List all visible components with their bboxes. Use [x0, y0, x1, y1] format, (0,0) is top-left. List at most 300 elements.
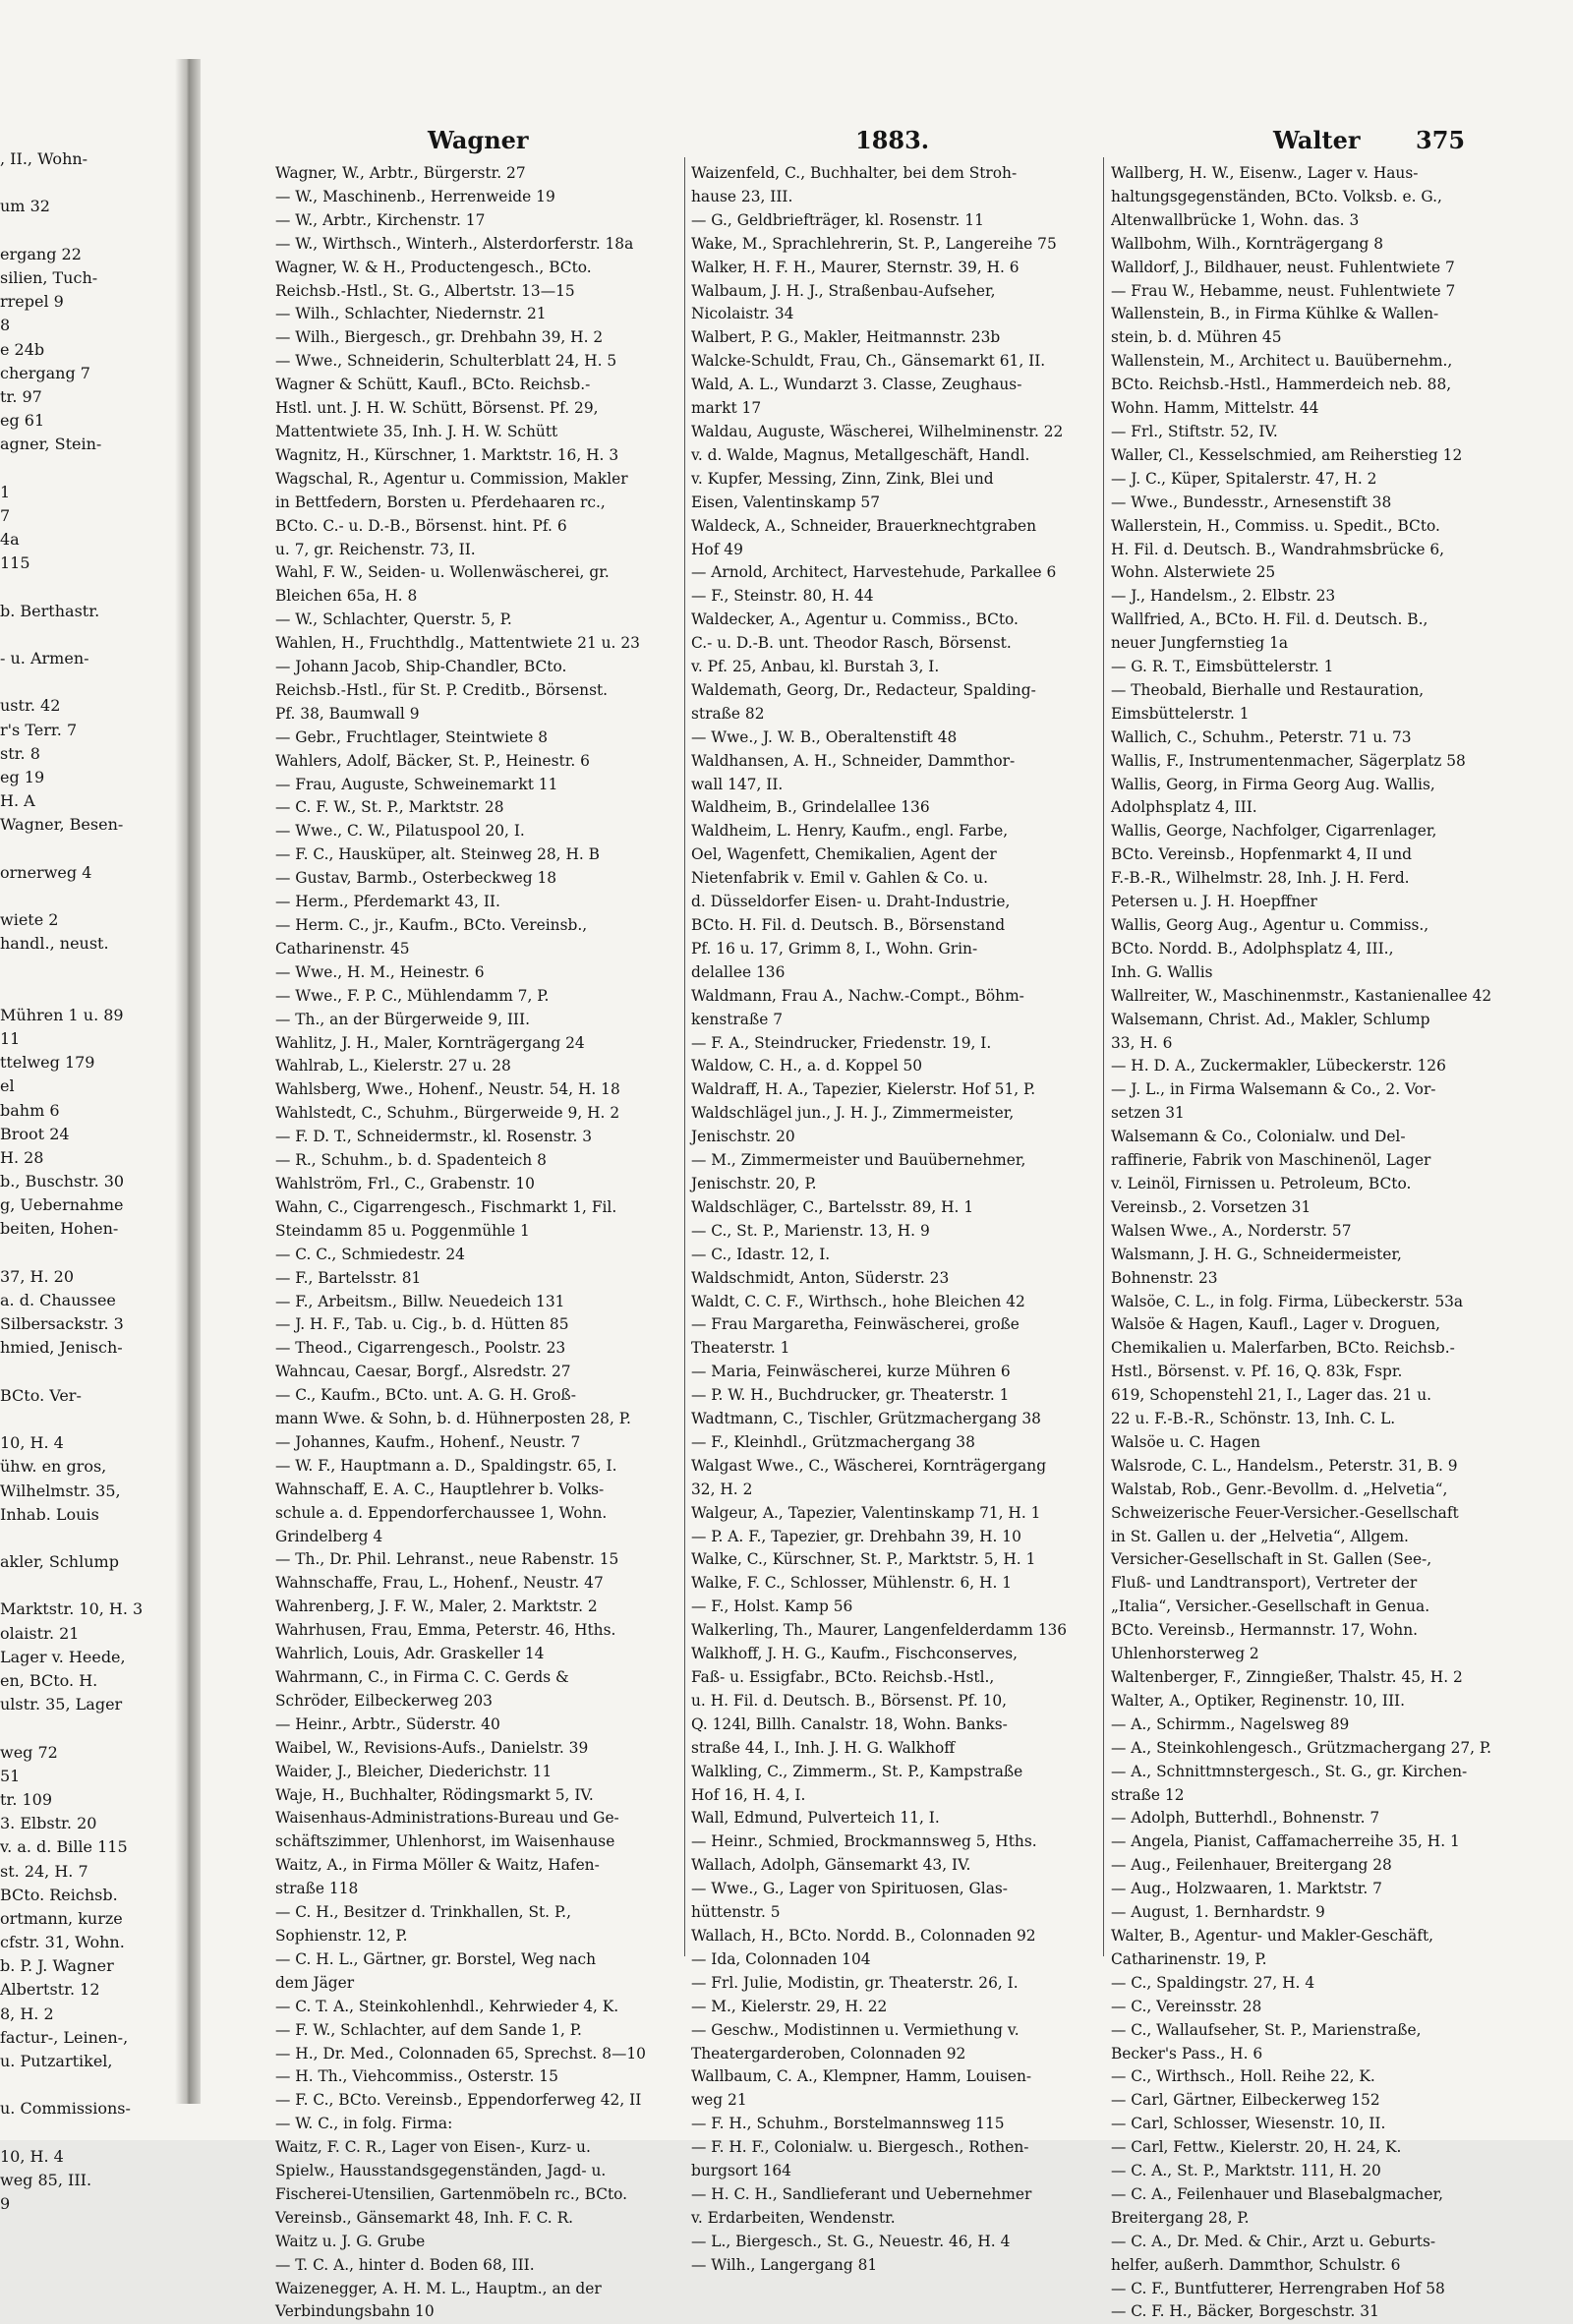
left-page-line: silien, Tuch- [0, 267, 98, 287]
directory-line: — C., Wirthsch., Holl. Reihe 22, K. [1111, 2067, 1375, 2086]
directory-line: raffinerie, Fabrik von Maschinenöl, Lager [1111, 1151, 1431, 1170]
directory-line: Walldorf, J., Bildhauer, neust. Fuhlentwiete 7 [1111, 258, 1455, 276]
directory-line: — P. A. F., Tapezier, gr. Drehbahn 39, H. 10 [691, 1527, 1021, 1545]
directory-line: Waldow, C. H., a. d. Koppel 50 [691, 1057, 923, 1075]
directory-line: Theatergarderoben, Colonnaden 92 [691, 2044, 966, 2063]
left-page-line: 8 [0, 316, 11, 335]
left-page-line: ortmann, kurze [0, 1908, 123, 1928]
directory-line: — J., Handelsm., 2. Elbstr. 23 [1111, 587, 1336, 606]
directory-line: Hof 16, H. 4, I. [691, 1785, 806, 1804]
directory-line: Wahrhusen, Frau, Emma, Peterstr. 46, Hths. [275, 1621, 616, 1640]
directory-line: — J. L., in Firma Walsemann & Co., 2. Vor- [1111, 1080, 1436, 1099]
directory-line: Wallich, C., Schuhm., Peterstr. 71 u. 73 [1111, 727, 1412, 746]
left-page-line: handl., neust. [0, 934, 109, 954]
directory-line: — Geschw., Modistinnen u. Vermiethung v. [691, 2020, 1020, 2039]
directory-line: Waldraff, H. A., Tapezier, Kielerstr. Hof 51, P. [691, 1080, 1036, 1099]
directory-line: BCto. Vereinsb., Hermannstr. 17, Wohn. [1111, 1621, 1419, 1640]
directory-line: — M., Kielerstr. 29, H. 22 [691, 1997, 888, 2015]
directory-line: — A., Schnittmnstergesch., St. G., gr. Kirchen- [1111, 1762, 1468, 1780]
left-page-fragment [0, 147, 175, 2214]
left-page-line: eg 19 [0, 767, 45, 786]
directory-line: — F. W., Schlachter, auf dem Sande 1, P. [275, 2020, 582, 2039]
left-page-line: ttelweg 179 [0, 1053, 95, 1073]
left-page-line [0, 623, 175, 647]
left-page-line: 7 [0, 505, 11, 525]
left-page-line: cfstr. 31, Wohn. [0, 1933, 125, 1952]
directory-line: — T. C. A., hinter d. Boden 68, III. [275, 2255, 535, 2274]
directory-line: F.-B.-R., Wilhelmstr. 28, Inh. J. H. Ferd. [1111, 869, 1410, 888]
directory-line: — C. A., Feilenhauer und Blasebalgmacher, [1111, 2184, 1444, 2203]
directory-line: Q. 124l, Billh. Canalstr. 18, Wohn. Banks- [691, 1714, 1008, 1733]
directory-line: — F. D. T., Schneidermstr., kl. Rosenstr. 3 [275, 1128, 593, 1146]
directory-line: Wahlitz, J. H., Maler, Kornträgergang 24 [275, 1033, 585, 1052]
directory-line: — H. C. H., Sandlieferant und Uebernehmer [691, 2184, 1032, 2203]
directory-line: Mattentwiete 35, Inh. J. H. W. Schütt [275, 422, 558, 440]
directory-line: Petersen u. J. H. Hoepffner [1111, 893, 1317, 911]
directory-column-3 [1111, 162, 1512, 2321]
directory-line: BCto. Reichsb.-Hstl., Hammerdeich neb. 88, [1111, 376, 1452, 394]
left-page-line: BCto. Reichsb. [0, 1885, 118, 1904]
directory-line: Schweizerische Feuer-Versicher.-Gesellschaft [1111, 1503, 1459, 1522]
directory-line: — Maria, Feinwäscherei, kurze Mühren 6 [691, 1363, 1011, 1381]
directory-line: Wahrlich, Louis, Adr. Graskeller 14 [275, 1645, 545, 1663]
left-page-line: 4a [0, 530, 20, 549]
directory-line: straße 118 [275, 1880, 359, 1898]
directory-line: Fischerei-Utensilien, Gartenmöbeln rc., BCto. [275, 2184, 628, 2203]
directory-line: C.- u. D.-B. unt. Theodor Rasch, Börsenst. [691, 634, 1012, 653]
directory-line: d. Düsseldorfer Eisen- u. Draht-Industrie, [691, 893, 1011, 911]
left-page-line: en, BCto. H. [0, 1671, 98, 1690]
directory-line: — F. C., Hausküper, alt. Steinweg 28, H. B [275, 845, 600, 864]
directory-line: Bleichen 65a, H. 8 [275, 587, 418, 606]
directory-line: — Wwe., Bundesstr., Arnesenstift 38 [1111, 493, 1392, 511]
directory-line: — H. Th., Viehcommiss., Osterstr. 15 [275, 2067, 558, 2086]
directory-line: 32, H. 2 [691, 1480, 753, 1498]
directory-line: — F., Kleinhdl., Grützmachergang 38 [691, 1432, 975, 1451]
left-page-line: factur-, Leinen-, [0, 2027, 129, 2047]
directory-line: u. 7, gr. Reichenstr. 73, II. [275, 540, 476, 558]
directory-line: Walgeur, A., Tapezier, Valentinskamp 71, H. 1 [691, 1503, 1041, 1522]
directory-line: — Herm. C., jr., Kaufm., BCto. Vereinsb., [275, 916, 588, 934]
directory-line: v. Leinöl, Firnissen u. Petroleum, BCto. [1111, 1174, 1412, 1192]
running-head-left: Wagner [428, 126, 529, 154]
directory-line: — Frl. Julie, Modistin, gr. Theaterstr. 26, I. [691, 1973, 1019, 1992]
directory-line: Vereinsb., Gänsemarkt 48, Inh. F. C. R. [275, 2208, 574, 2227]
directory-line: Schröder, Eilbeckerweg 203 [275, 1691, 493, 1710]
directory-line: Waje, H., Buchhalter, Rödingsmarkt 5, IV. [275, 1785, 594, 1804]
left-page-line [0, 885, 175, 908]
directory-line: helfer, außerh. Dammthor, Schulstr. 6 [1111, 2255, 1401, 2274]
directory-line: — Aug., Holzwaaren, 1. Marktstr. 7 [1111, 1880, 1382, 1898]
left-page-line: 115 [0, 553, 30, 573]
directory-line: Wall, Edmund, Pulverteich 11, I. [691, 1809, 940, 1828]
left-page-line: b., Buschstr. 30 [0, 1172, 125, 1191]
directory-line: Wallach, H., BCto. Nordd. B., Colonnaden 92 [691, 1926, 1036, 1945]
directory-line: Waldheim, B., Grindelallee 136 [691, 798, 930, 817]
directory-line: Waldschmidt, Anton, Süderstr. 23 [691, 1268, 950, 1287]
directory-line: — J. H. F., Tab. u. Cig., b. d. Hütten 85 [275, 1315, 569, 1334]
directory-line: Wake, M., Sprachlehrerin, St. P., Langereihe 75 [691, 234, 1057, 253]
directory-line: Eimsbüttelerstr. 1 [1111, 704, 1250, 723]
directory-line: — C. H. L., Gärtner, gr. Borstel, Weg nach [275, 1949, 597, 1968]
directory-line: v. d. Walde, Magnus, Metallgeschäft, Handl. [691, 445, 1030, 464]
directory-line: Faß- u. Essigfabr., BCto. Reichsb.-Hstl., [691, 1668, 995, 1686]
directory-line: — F., Steinstr. 80, H. 44 [691, 587, 874, 606]
directory-line: straße 12 [1111, 1785, 1185, 1804]
column-rule-1 [684, 157, 685, 1956]
left-page-line: Lager v. Heede, [0, 1647, 126, 1666]
directory-line: — Wwe., J. W. B., Oberaltenstift 48 [691, 727, 958, 746]
left-page-line [0, 980, 175, 1004]
directory-line: setzen 31 [1111, 1104, 1185, 1123]
left-page-line [0, 956, 175, 979]
directory-column-1 [275, 162, 676, 2321]
directory-line: — Adolph, Butterhdl., Bohnenstr. 7 [1111, 1809, 1380, 1828]
directory-line: Wahncau, Caesar, Borgf., Alsredstr. 27 [275, 1363, 571, 1381]
left-page-line: beiten, Hohen- [0, 1219, 119, 1239]
left-page-line: 8, H. 2 [0, 2004, 54, 2023]
directory-line: Wahl, F. W., Seiden- u. Wollenwäscherei, gr. [275, 563, 610, 582]
directory-line: — H. D. A., Zuckermakler, Lübeckerstr. 126 [1111, 1057, 1446, 1075]
left-page-line [0, 837, 175, 860]
directory-line: BCto. H. Fil. d. Deutsch. B., Börsenstand [691, 916, 1006, 934]
left-page-line: hmied, Jenisch- [0, 1338, 123, 1358]
directory-line: Walcke-Schuldt, Frau, Ch., Gänsemarkt 61, II. [691, 352, 1046, 371]
left-page-line [0, 575, 175, 599]
directory-line: — Frl., Stiftstr. 52, IV. [1111, 422, 1278, 440]
directory-line: — Theobald, Bierhalle und Restauration, [1111, 680, 1425, 699]
left-page-line: H. A [0, 791, 35, 811]
directory-line: Eisen, Valentinskamp 57 [691, 493, 881, 511]
directory-line: Jenischstr. 20, P. [691, 1174, 817, 1192]
directory-line: — W., Arbtr., Kirchenstr. 17 [275, 210, 486, 229]
left-page-line: st. 24, H. 7 [0, 1861, 88, 1881]
directory-line: Wahrenberg, J. F. W., Maler, 2. Marktstr. 2 [275, 1598, 598, 1616]
directory-line: — F., Holst. Kamp 56 [691, 1598, 853, 1616]
directory-line: delallee 136 [691, 962, 786, 981]
left-page-line: 11 [0, 1028, 21, 1048]
left-page-line: 37, H. 20 [0, 1266, 75, 1286]
directory-line: Inh. G. Wallis [1111, 962, 1213, 981]
directory-line: Vereinsb., 2. Vorsetzen 31 [1111, 1197, 1311, 1216]
directory-line: Walsöe & Hagen, Kaufl., Lager v. Droguen, [1111, 1315, 1441, 1334]
directory-line: Walsen Wwe., A., Norderstr. 57 [1111, 1221, 1352, 1240]
directory-line: — Carl, Gärtner, Eilbeckerweg 152 [1111, 2091, 1380, 2110]
directory-line: Waldecker, A., Agentur u. Commiss., BCto. [691, 610, 1019, 629]
left-page-line: a. d. Chaussee [0, 1291, 116, 1309]
directory-line: Waldmann, Frau A., Nachw.-Compt., Böhm- [691, 986, 1024, 1005]
left-page-line: Albertstr. 12 [0, 1980, 100, 2000]
directory-line: kenstraße 7 [691, 1010, 784, 1028]
directory-line: Waizenfeld, C., Buchhalter, bei dem Stroh- [691, 164, 1018, 182]
directory-line: Becker's Pass., H. 6 [1111, 2044, 1263, 2063]
directory-line: Wohn. Hamm, Mittelstr. 44 [1111, 399, 1319, 418]
left-page-line: agner, Stein- [0, 435, 102, 454]
directory-line: — C., Spaldingstr. 27, H. 4 [1111, 1973, 1315, 1992]
directory-line: Wahlstedt, C., Schuhm., Bürgerweide 9, H. 2 [275, 1104, 620, 1123]
directory-line: Waldau, Auguste, Wäscherei, Wilhelminenstr. 22 [691, 422, 1064, 440]
directory-line: — Wilh., Schlachter, Niedernstr. 21 [275, 305, 547, 323]
left-page-line [0, 1242, 175, 1265]
directory-line: Theaterstr. 1 [691, 1339, 790, 1358]
directory-line: — Wwe., G., Lager von Spirituosen, Glas- [691, 1880, 1009, 1898]
left-page-line [0, 2121, 175, 2145]
directory-line: Wallberg, H. W., Eisenw., Lager v. Haus- [1111, 164, 1419, 182]
directory-line: — Heinr., Arbtr., Süderstr. 40 [275, 1714, 500, 1733]
directory-line: Waitz, A., in Firma Möller & Waitz, Hafen- [275, 1856, 600, 1875]
left-page-line: Broot 24 [0, 1124, 70, 1143]
left-page-line [0, 1527, 175, 1550]
directory-line: Waldt, C. C. F., Wirthsch., hohe Bleichen 42 [691, 1292, 1025, 1310]
left-page-line: Marktstr. 10, H. 3 [0, 1599, 144, 1619]
directory-line: weg 21 [691, 2091, 747, 2110]
directory-line: Wahlsberg, Wwe., Hohenf., Neustr. 54, H. 18 [275, 1080, 620, 1099]
directory-line: Waldemath, Georg, Dr., Redacteur, Spalding- [691, 680, 1036, 699]
directory-line: Walker, H. F. H., Maurer, Sternstr. 39, H. 6 [691, 258, 1020, 276]
directory-line: — Th., an der Bürgerweide 9, III. [275, 1010, 530, 1028]
directory-line: Waldschlägel jun., J. H. J., Zimmermeister, [691, 1104, 1015, 1123]
directory-line: Wadtmann, C., Tischler, Grützmachergang 38 [691, 1410, 1041, 1428]
directory-line: Wahlström, Frl., C., Grabenstr. 10 [275, 1174, 535, 1192]
left-page-line: um 32 [0, 197, 50, 216]
directory-line: — Johann Jacob, Ship-Chandler, BCto. [275, 658, 567, 676]
left-page-line: bahm 6 [0, 1100, 60, 1120]
directory-line: v. Erdarbeiten, Wendenstr. [691, 2208, 896, 2227]
left-page-line [0, 1716, 175, 1740]
directory-line: — R., Schuhm., b. d. Spadenteich 8 [275, 1151, 547, 1170]
left-page-line: ornerweg 4 [0, 862, 92, 882]
directory-line: — Theod., Cigarrengesch., Poolstr. 23 [275, 1339, 566, 1358]
directory-line: Wallreiter, W., Maschinenmstr., Kastanienallee 42 [1111, 986, 1492, 1005]
directory-line: — Carl, Fettw., Kielerstr. 20, H. 24, K. [1111, 2138, 1402, 2157]
directory-line: — W. C., in folg. Firma: [275, 2115, 453, 2133]
directory-line: Wagnitz, H., Kürschner, 1. Marktstr. 16, H. 3 [275, 445, 619, 464]
directory-line: — L., Biergesch., St. G., Neuestr. 46, H. 4 [691, 2232, 1011, 2250]
directory-line: — C., Wallaufseher, St. P., Marienstraße, [1111, 2020, 1422, 2039]
directory-line: — W., Schlachter, Querstr. 5, P. [275, 610, 512, 629]
directory-line: — Wilh., Langergang 81 [691, 2255, 878, 2274]
directory-line: Wagschal, R., Agentur u. Commission, Makler [275, 469, 628, 488]
directory-line: schule a. d. Eppendorferchaussee 1, Wohn. [275, 1503, 608, 1522]
directory-line: — A., Schirmm., Nagelsweg 89 [1111, 1714, 1350, 1733]
directory-line: Wallis, Georg, in Firma Georg Aug. Wallis, [1111, 775, 1435, 793]
directory-line: — Gebr., Fruchtlager, Steintwiete 8 [275, 727, 549, 746]
directory-line: Wallenstein, M., Architect u. Bauübernehm., [1111, 352, 1453, 371]
directory-line: Walter, B., Agentur- und Makler-Geschäft, [1111, 1926, 1434, 1945]
left-page-line: u. Putzartikel, [0, 2052, 113, 2070]
directory-line: Wagner, W. & H., Productengesch., BCto. [275, 258, 592, 276]
directory-line: Hof 49 [691, 540, 743, 558]
left-page-line: rrepel 9 [0, 292, 64, 312]
left-page-line [0, 1574, 175, 1598]
left-page-line: 3. Elbstr. 20 [0, 1814, 97, 1833]
directory-line: — F. H., Schuhm., Borstelmannsweg 115 [691, 2115, 1005, 2133]
left-page-line: e 24b [0, 339, 45, 359]
left-page-line: weg 85, III. [0, 2170, 92, 2189]
directory-line: Wallbaum, C. A., Klempner, Hamm, Louisen- [691, 2067, 1032, 2086]
directory-line: Waisenhaus-Administrations-Bureau und Ge- [275, 1809, 619, 1828]
left-page-line: , II., Wohn- [0, 149, 88, 168]
directory-line: burgsort 164 [691, 2162, 791, 2180]
directory-line: — Th., Dr. Phil. Lehranst., neue Rabenstr. 15 [275, 1550, 619, 1569]
directory-line: Walkerling, Th., Maurer, Langenfelderdamm 136 [691, 1621, 1068, 1640]
directory-line: — C. A., St. P., Marktstr. 111, H. 20 [1111, 2162, 1381, 2180]
directory-line: Waldeck, A., Schneider, Brauerknechtgraben [691, 516, 1037, 535]
left-page-line [0, 1408, 175, 1431]
directory-line: — W., Wirthsch., Winterh., Alsterdorferstr. 18a [275, 234, 634, 253]
directory-line: — Wwe., Schneiderin, Schulterblatt 24, H. 5 [275, 352, 617, 371]
directory-line: Walsöe, C. L., in folg. Firma, Lübeckerstr. 53a [1111, 1292, 1464, 1310]
left-page-line: Wilhelmstr. 35, [0, 1481, 121, 1500]
directory-line: — J. C., Küper, Spitalerstr. 47, H. 2 [1111, 469, 1377, 488]
directory-line: Hstl. unt. J. H. W. Schütt, Börsenst. Pf. 29, [275, 399, 599, 418]
directory-line: 619, Schopenstehl 21, I., Lager das. 21 u. [1111, 1386, 1432, 1405]
left-page-line: 51 [0, 1766, 21, 1785]
left-page-line: ühw. en gros, [0, 1457, 107, 1477]
directory-line: Wallis, F., Instrumentenmacher, Sägerplatz 58 [1111, 751, 1466, 770]
directory-line: v. Kupfer, Messing, Zinn, Zink, Blei und [691, 469, 994, 488]
directory-line: Catharinenstr. 19, P. [1111, 1949, 1267, 1968]
directory-line: Pf. 38, Baumwall 9 [275, 704, 420, 723]
directory-line: — August, 1. Bernhardstr. 9 [1111, 1903, 1325, 1922]
directory-line: Waldhansen, A. H., Schneider, Dammthor- [691, 751, 1016, 770]
directory-line: straße 82 [691, 704, 765, 723]
directory-line: Wahlrab, L., Kielerstr. 27 u. 28 [275, 1057, 511, 1075]
directory-line: — A., Steinkohlengesch., Grützmachergang 27, P. [1111, 1738, 1492, 1757]
directory-line: Walgast Wwe., C., Wäscherei, Kornträgergang [691, 1456, 1047, 1475]
directory-line: Wallis, Georg Aug., Agentur u. Commiss., [1111, 916, 1429, 934]
directory-line: — Johannes, Kaufm., Hohenf., Neustr. 7 [275, 1432, 581, 1451]
left-page-line: wiete 2 [0, 910, 59, 929]
left-page-line: v. a. d. Bille 115 [0, 1837, 128, 1857]
directory-line: neuer Jungfernstieg 1a [1111, 634, 1289, 653]
directory-line: Waitz, F. C. R., Lager von Eisen-, Kurz- u. [275, 2138, 591, 2157]
left-page-line: ustr. 42 [0, 696, 61, 716]
column-rule-2 [1103, 157, 1104, 1956]
directory-line: — C. A., Dr. Med. & Chir., Arzt u. Geburts- [1111, 2232, 1436, 2250]
directory-line: — Ida, Colonnaden 104 [691, 1949, 871, 1968]
directory-line: — Wilh., Biergesch., gr. Drehbahn 39, H. 2 [275, 328, 604, 347]
directory-line: — P. W. H., Buchdrucker, gr. Theaterstr. 1 [691, 1386, 1010, 1405]
directory-line: Wohn. Alsterwiete 25 [1111, 563, 1276, 582]
left-page-line: Silbersackstr. 3 [0, 1314, 124, 1334]
directory-line: Pf. 16 u. 17, Grimm 8, I., Wohn. Grin- [691, 939, 978, 958]
directory-line: — W. F., Hauptmann a. D., Spaldingstr. 65, I. [275, 1456, 617, 1475]
directory-line: Jenischstr. 20 [691, 1128, 795, 1146]
left-page-line: eg 61 [0, 411, 45, 431]
directory-line: 33, H. 6 [1111, 1033, 1173, 1052]
left-page-line: g, Uebernahme [0, 1195, 124, 1215]
directory-line: Oel, Wagenfett, Chemikalien, Agent der [691, 845, 997, 864]
directory-line: Breitergang 28, P. [1111, 2208, 1250, 2227]
left-page-line: BCto. Ver- [0, 1385, 82, 1405]
directory-line: Wahlen, H., Fruchthdlg., Mattentwiete 21 u. 23 [275, 634, 640, 653]
directory-line: Chemikalien u. Malerfarben, BCto. Reichsb.- [1111, 1339, 1455, 1358]
left-page-line: str. 8 [0, 743, 40, 763]
directory-line: markt 17 [691, 399, 762, 418]
directory-line: BCto. C.- u. D.-B., Börsenst. hint. Pf. 6 [275, 516, 567, 535]
left-page-line: Mühren 1 u. 89 [0, 1005, 124, 1024]
directory-line: Wallerstein, H., Commiss. u. Spedit., BCto. [1111, 516, 1440, 535]
directory-line: u. H. Fil. d. Deutsch. B., Börsenst. Pf. 10, [691, 1691, 1008, 1710]
directory-line: — C. F., Buntfutterer, Herrengraben Hof 58 [1111, 2279, 1445, 2297]
directory-line: — C. C., Schmiedestr. 24 [275, 1245, 465, 1263]
directory-line: BCto. Nordd. B., Adolphsplatz 4, III., [1111, 939, 1394, 958]
directory-line: Walsemann & Co., Colonialw. und Del- [1111, 1128, 1406, 1146]
directory-line: Walsemann, Christ. Ad., Makler, Schlump [1111, 1010, 1430, 1028]
left-page-line [0, 456, 175, 480]
directory-line: hause 23, III. [691, 187, 793, 205]
directory-line: — Angela, Pianist, Caffamacherreihe 35, H. 1 [1111, 1832, 1460, 1851]
directory-line: Wahlers, Adolf, Bäcker, St. P., Heinestr. 6 [275, 751, 590, 770]
directory-line: — Carl, Schlosser, Wiesenstr. 10, II. [1111, 2115, 1386, 2133]
directory-line: in St. Gallen u. der „Helvetia“, Allgem. [1111, 1527, 1409, 1545]
directory-line: — C., St. P., Marienstr. 13, H. 9 [691, 1221, 930, 1240]
directory-line: Versicher-Gesellschaft in St. Gallen (See-, [1111, 1550, 1432, 1569]
directory-line: Adolphsplatz 4, III. [1111, 798, 1257, 817]
directory-line: Steindamm 85 u. Poggenmühle 1 [275, 1221, 530, 1240]
directory-line: Wagner, W., Arbtr., Bürgerstr. 27 [275, 164, 526, 182]
directory-line: Wahnschaff, E. A. C., Hauptlehrer b. Volks- [275, 1480, 605, 1498]
directory-line: — Arnold, Architect, Harvestehude, Parkallee 6 [691, 563, 1057, 582]
directory-line: — C. F. W., St. P., Marktstr. 28 [275, 798, 504, 817]
directory-line: Waibel, W., Revisions-Aufs., Danielstr. 39 [275, 1738, 589, 1757]
directory-line: Wallenstein, B., in Firma Kühlke & Wallen- [1111, 305, 1439, 323]
directory-line: haltungsgegenständen, BCto. Volksb. e. G., [1111, 187, 1442, 205]
directory-line: Reichsb.-Hstl., St. G., Albertstr. 13—15 [275, 281, 575, 300]
directory-line: Wagner & Schütt, Kaufl., BCto. Reichsb.- [275, 376, 591, 394]
directory-line: — C., Vereinsstr. 28 [1111, 1997, 1262, 2015]
running-head-year: 1883. [855, 126, 930, 154]
directory-line: Spielw., Hausstandsgegenständen, Jagd- u. [275, 2162, 607, 2180]
directory-line: — Gustav, Barmb., Osterbeckweg 18 [275, 869, 557, 888]
directory-line: Bohnenstr. 23 [1111, 1268, 1218, 1287]
directory-line: Reichsb.-Hstl., für St. P. Creditb., Börsenst. [275, 680, 609, 699]
directory-line: stein, b. d. Mühren 45 [1111, 328, 1282, 347]
directory-line: wall 147, II. [691, 775, 784, 793]
directory-line: BCto. Vereinsb., Hopfenmarkt 4, II und [1111, 845, 1412, 864]
directory-line: Waller, Cl., Kesselschmied, am Reiherstieg 12 [1111, 445, 1463, 464]
directory-line: — Frau W., Hebamme, neust. Fuhlentwiete 7 [1111, 281, 1456, 300]
left-page-line: olaistr. 21 [0, 1623, 80, 1643]
directory-line: Wahn, C., Cigarrengesch., Fischmarkt 1, Fil. [275, 1197, 617, 1216]
directory-line: Wallfried, A., BCto. H. Fil. d. Deutsch. B., [1111, 610, 1428, 629]
directory-line: straße 44, I., Inh. J. H. G. Walkhoff [691, 1738, 956, 1757]
directory-line: — Wwe., F. P. C., Mühlendamm 7, P. [275, 986, 550, 1005]
left-page-line: tr. 109 [0, 1789, 53, 1809]
directory-line: Walsmann, J. H. G., Schneidermeister, [1111, 1245, 1402, 1263]
directory-line: Walstab, Rob., Genr.-Bevollm. d. „Helvetia“, [1111, 1480, 1448, 1498]
directory-line: hüttenstr. 5 [691, 1903, 781, 1922]
directory-line: — Frau Margaretha, Feinwäscherei, große [691, 1315, 1020, 1334]
directory-line: — Wwe., H. M., Heinestr. 6 [275, 962, 485, 981]
directory-line: Walsöe u. C. Hagen [1111, 1432, 1260, 1451]
directory-line: Walbaum, J. H. J., Straßenbau-Aufseher, [691, 281, 996, 300]
directory-line: — G., Geldbriefträger, kl. Rosenstr. 11 [691, 210, 984, 229]
directory-line: — C., Kaufm., BCto. unt. A. G. H. Groß- [275, 1386, 576, 1405]
directory-line: — H., Dr. Med., Colonnaden 65, Sprechst. 8—10 [275, 2044, 646, 2063]
directory-line: Waider, J., Bleicher, Diederichstr. 11 [275, 1762, 553, 1780]
directory-line: Waizenegger, A. H. M. L., Hauptm., an der [275, 2279, 602, 2297]
directory-line: Waitz u. J. G. Grube [275, 2232, 426, 2250]
directory-line: Nietenfabrik v. Emil v. Gahlen & Co. u. [691, 869, 988, 888]
left-page-line: el [0, 1076, 15, 1096]
directory-line: — Aug., Feilenhauer, Breitergang 28 [1111, 1856, 1392, 1875]
left-page-line: u. Commissions- [0, 2099, 131, 2119]
directory-line: H. Fil. d. Deutsch. B., Wandrahmsbrücke 6, [1111, 540, 1445, 558]
left-page-line: ulstr. 35, Lager [0, 1695, 123, 1714]
page-number: 375 [1416, 126, 1466, 154]
